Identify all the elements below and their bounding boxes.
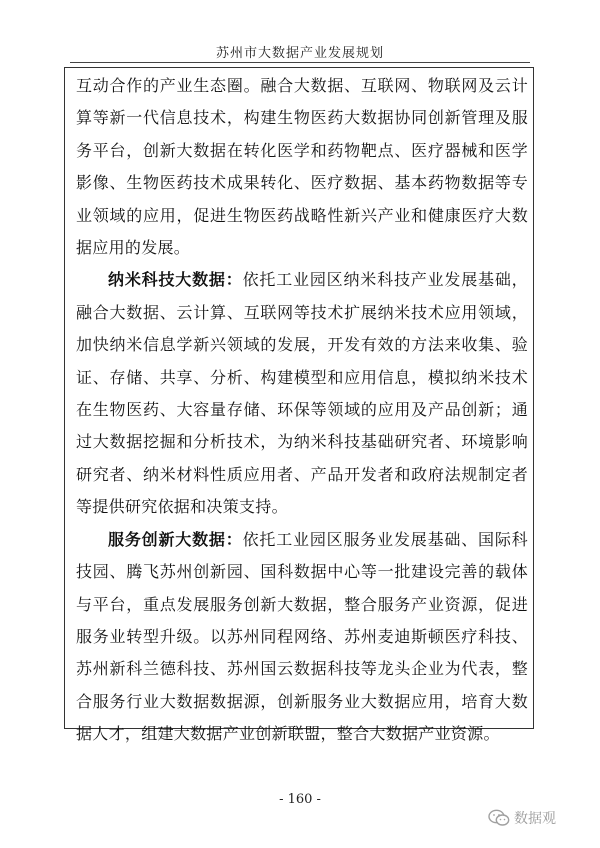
wechat-icon bbox=[488, 809, 510, 827]
watermark-label: 数据观 bbox=[514, 811, 556, 827]
watermark bbox=[488, 808, 556, 828]
paragraph-term: 纳米科技大数据： bbox=[108, 270, 243, 290]
running-header: 苏州市大数据产业发展规划 bbox=[215, 46, 384, 61]
header-rule bbox=[70, 62, 530, 63]
paragraph-text: 依托工业园区服务业发展基础、国际科技园、腾飞苏州创新园、国科数据中心等一批建设完善的载体与平台，重点发展服务创新大数据，整合服务产业资源，促进服务业转型升级。以苏州同程网络、苏州麦迪斯顿医疗科技、苏州新科兰德科技、苏州国云数据科技等龙头企业为代表，整合服务行业大数据数据源，创新服务业大数据应用，培育大数据人才，组建大数据产业创新联盟，整合大数据产业资源。 bbox=[76, 529, 528, 744]
paragraph-service-innovation bbox=[76, 524, 528, 751]
paragraph-text: 互动合作的产业生态圈。融合大数据、互联网、物联网及云计算等新一代信息技术，构建生物医药大数据协同创新管理及服务平台，创新大数据在转化医学和药物靶点、医疗器械和医学影像、生物医药技术成果转化、医疗数据、基本药物数据等专业领域的应用，促进生物医药战略性新兴产业和健康医疗大数据应用的发展。 bbox=[76, 76, 528, 258]
paragraph-text: 依托工业园区纳米科技产业发展基础，融合大数据、云计算、互联网等技术扩展纳米技术应用领域，加快纳米信息学新兴领域的发展，开发有效的方法来收集、验证、存储、共享、分析、构建模型和应用信息，模拟纳米技术在生物医药、大容量存储、环保等领域的应用及产品创新；通过大数据挖掘和分析技术，为纳米科技基础研究者、环境影响研究者、纳米材料性质应用者、产品开发者和政府法规制定者等提供研究依据和决策支持。 bbox=[76, 270, 528, 517]
paragraph-continuation bbox=[76, 70, 528, 264]
body-text bbox=[76, 70, 528, 751]
page-number: - 160 - bbox=[279, 792, 321, 807]
paragraph-term: 服务创新大数据： bbox=[108, 529, 243, 549]
paragraph-nano-tech bbox=[76, 264, 528, 523]
